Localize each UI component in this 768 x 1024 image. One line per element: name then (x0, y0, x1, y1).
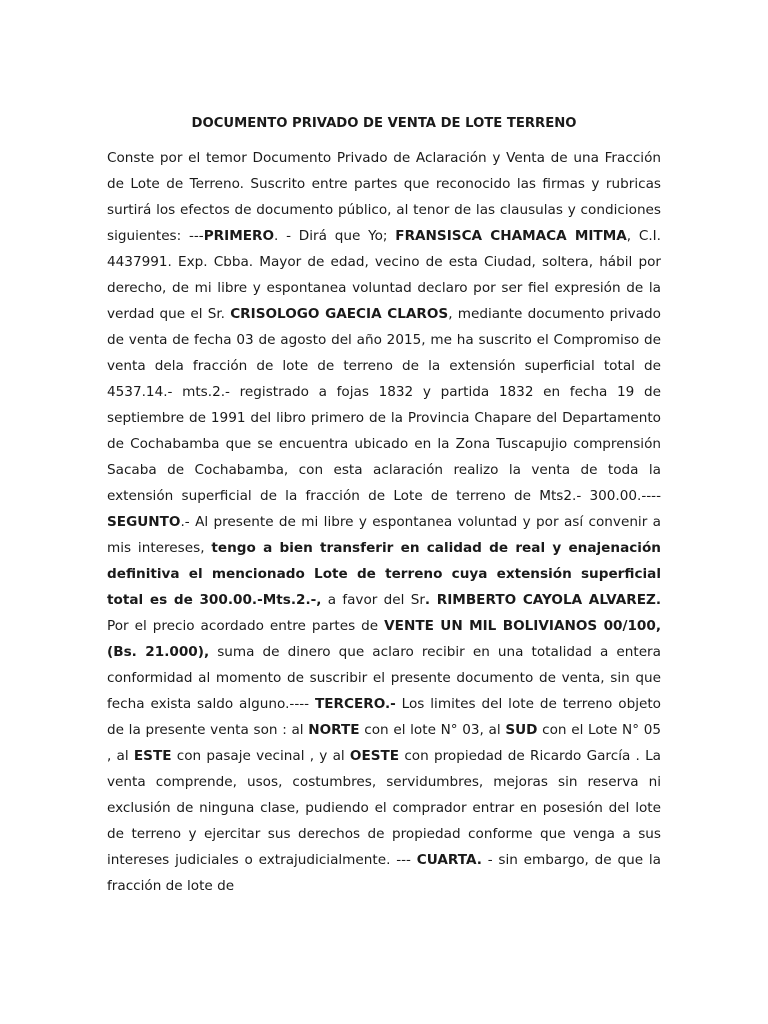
text-segment: Por el precio acordado entre partes de (107, 618, 385, 634)
text-segment: con el lote N° 03, al (359, 722, 506, 738)
text-segment: suma de dinero que aclaro recibir en una totalidad a entera conformidad al momento de suscribir el presente documento de venta, sin que fecha exista saldo alguno.---- (107, 644, 661, 712)
bold-segment-segunto: SEGUNTO (107, 514, 181, 530)
bold-segment-price: VENTE UN MIL BOLIVIANOS 00/100, (Bs. 21.000), (107, 618, 661, 660)
text-segment: . - Dirá que Yo; (274, 228, 396, 244)
text-segment: - sin embargo, de que la fracción de lote de (107, 852, 661, 894)
bold-segment-sud: SUD (505, 722, 538, 738)
bold-segment-primero: PRIMERO (203, 228, 275, 244)
bold-segment-seller-name: FRANSISCA CHAMACA MITMA (395, 228, 627, 244)
bold-segment-buyer-name: . RIMBERTO CAYOLA ALVAREZ. (424, 592, 662, 608)
text-segment: a favor del Sr (321, 592, 425, 608)
text-segment: Conste por el temor Documento Privado de Aclaración y Venta de una Fracción de Lote de Terreno. Suscrito entre partes que reconocido las firmas y rubricas surtirá los efectos de documento público, al tenor de las clausulas y condiciones siguientes: --- (107, 150, 661, 244)
document-title: DOCUMENTO PRIVADO DE VENTA DE LOTE TERRENO (191, 116, 577, 131)
text-segment: , C.I. 4437991. Exp. Cbba. Mayor de edad, vecino de esta Ciudad, soltera, hábil por derecho, de mi libre y espontanea voluntad declaro por ser fiel expresión de la verdad que el Sr. (107, 228, 661, 322)
text-segment: con el Lote N° 05 , al (107, 722, 661, 764)
document-body (107, 145, 661, 899)
bold-segment-prior-owner: CRISOLOGO GAECIA CLAROS (230, 306, 449, 322)
text-segment: , mediante documento privado de venta de fecha 03 de agosto del año 2015, me ha suscrito el Compromiso de venta dela fracción de lote de terreno de la extensión superficial total de 4537.14.- mts.2.- registrado a fojas 1832 y partida 1832 en fecha 19 de septiembre de 1991 del libro primero de la Provincia Chapare del Departamento de Cochabamba que se encuentra ubicado en la Zona Tuscapujio comprensión Sacaba de Cochabamba, con esta aclaración realizo la venta de toda la extensión superficial de la fracción de Lote de terreno de Mts2.- 300.00.---- (107, 306, 661, 504)
bold-segment-este: ESTE (133, 748, 172, 764)
bold-segment-transfer-clause: tengo a bien transferir en calidad de real y enajenación definitiva el mencionado Lote de terreno cuya extensión superficial total es de 300.00.-Mts.2.-, (107, 540, 661, 608)
bold-segment-cuarta: CUARTA. (416, 852, 482, 868)
text-segment: con pasaje vecinal , y al (171, 748, 350, 764)
text-segment: con propiedad de Ricardo García . La venta comprende, usos, costumbres, servidumbres, mejoras sin reserva ni exclusión de ninguna clase, pudiendo el comprador entrar en posesión del lote de terreno y ejercitar sus derechos de propiedad conforme que venga a sus intereses judiciales o extrajudicialmente. --- (107, 748, 661, 868)
bold-segment-tercero: TERCERO.- (314, 696, 396, 712)
bold-segment-norte: NORTE (308, 722, 360, 738)
text-segment: Los limites del lote de terreno objeto de la presente venta son : al (107, 696, 661, 738)
bold-segment-oeste: OESTE (349, 748, 400, 764)
text-segment: .- Al presente de mi libre y espontanea voluntad y por así convenir a mis intereses, (107, 514, 661, 556)
